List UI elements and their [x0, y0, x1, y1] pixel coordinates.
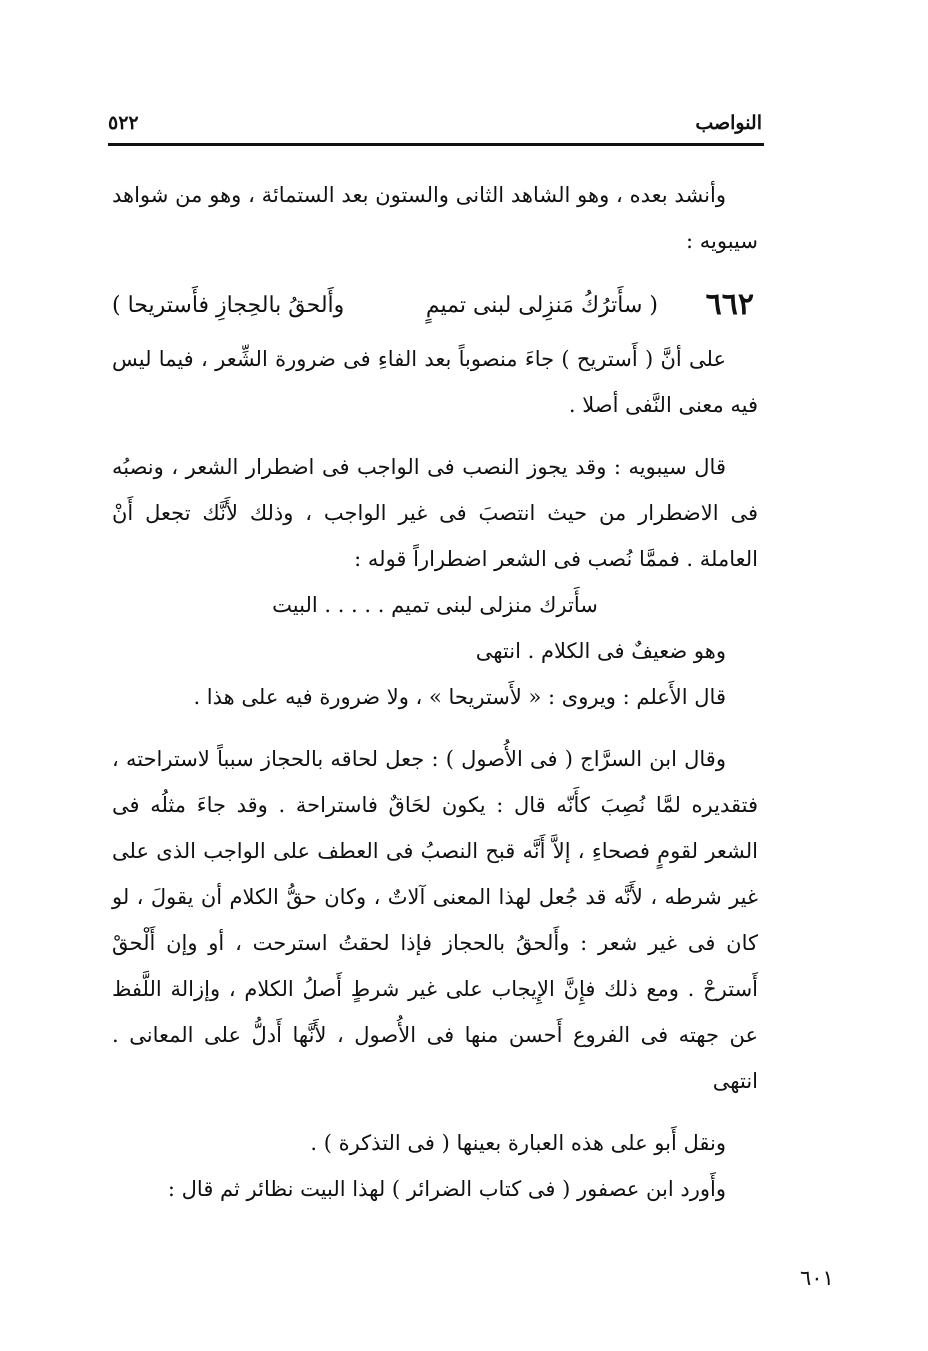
verse-hemistich-1: ( سأَترُكُ مَنزِلى لبنى تميمٍ	[425, 293, 658, 318]
page-body	[112, 172, 758, 1212]
alam-quote: قال الأَعلم : ويروى : « لأَستريحا » ، ولا ضرورة فيه على هذا .	[193, 685, 726, 709]
quoted-verse-line: سأَترك منزلى لبنى تميم . . . . . البيت	[272, 593, 598, 617]
verse-number: ٦٦٢	[705, 287, 754, 322]
verse-662	[112, 280, 758, 336]
running-title: النواصب	[695, 112, 762, 134]
margin-number: ٦٠١	[800, 1266, 834, 1290]
abu-ali-note: ونقل أَبو على هذه العبارة بعينها ( فى التذكرة ) .	[310, 1131, 726, 1155]
ibn-usfur-note: وأَورد ابن عصفور ( فى كتاب الضرائر ) لهذا البيت نظائر ثم قال :	[167, 1177, 726, 1201]
verse-hemistich-2: وأَلحقُ بالحِجازِ فأَستريحا )	[112, 293, 345, 318]
weakness-remark: وهو ضعيفٌ فى الكلام . انتهى	[475, 639, 726, 663]
ibn-sarraj-quote: وقال ابن السرَّاج ( فى الأُصول ) : جعل لحاقه بالحجاز سبباً لاستراحته ، فتقديره لمَّا نُصِبَ كأَنّه قال : يكون لحَاقٌ فاستراحة . وقد جاءَ مثلُه فى الشعر لقومٍ فصحاءِ ، إلاَّ أَنَّه قبح النصبُ فى العطف على الواجب الذى على غير شرطه ، لأَنَّه قد جُعل لهذا المعنى آلاتٌ ، وكان حقُّ الكلام أن يقولَ ، لو كان فى غير شعر : وأَلحقُ بالحجاز فإذا لحقتُ استرحت ، أو وإن أَلْحقْ أَسترحْ . ومع ذلك فإِنَّ الإِيجاب على غير شرطٍ أَصلُ الكلام ، وإزالة اللَّفظ عن جهته فى الفروع أَحسن منها فى الأُصول ، لأَنَّها أَدلُّ على المعانى . انتهى	[112, 747, 758, 1093]
page-number: ٥٢٢	[108, 112, 139, 134]
header-rule	[108, 143, 764, 146]
sibawayh-quote: قال سيبويه : وقد يجوز النصب فى الواجب فى اضطرار الشعر ، ونصبُه فى الاضطرار من حيث انتصبَ فى غير الواجب ، وذلك لأَنَّك تجعل أَنْ العاملة . فممَّا نُصب فى الشعر اضطراراً قوله :	[112, 455, 758, 571]
grammar-note: على أنَّ ( أَستريح ) جاءَ منصوباً بعد الفاءِ فى ضرورة الشِّعر ، فيما ليس فيه معنى النَّفى أصلا .	[112, 347, 758, 417]
intro-paragraph: وأنشد بعده ، وهو الشاهد الثانى والستون بعد الستمائة ، وهو من شواهد سيبويه :	[112, 183, 758, 253]
page-header	[108, 104, 762, 144]
